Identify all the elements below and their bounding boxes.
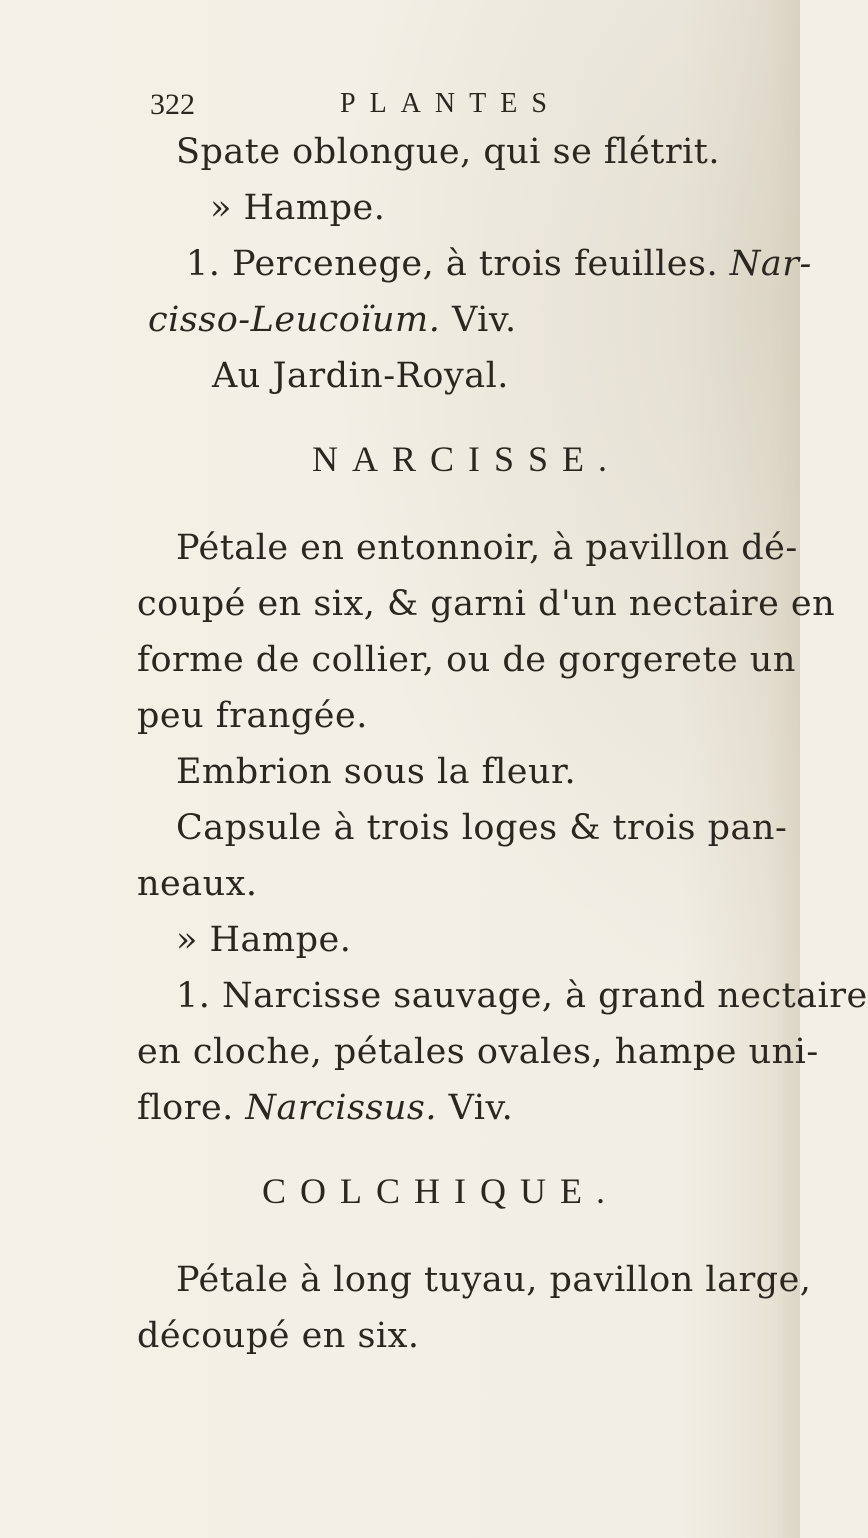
- text-line: découpé en six.: [137, 1316, 420, 1356]
- text-line: Embrion sous la fleur.: [176, 752, 577, 792]
- running-title: PLANTES: [340, 88, 561, 119]
- text-line: Spate oblongue, qui se flétrit.: [176, 132, 720, 172]
- text-span: Viv.: [437, 1088, 514, 1128]
- text-line: 1. Narcisse sauvage, à grand nectaire: [176, 976, 868, 1016]
- text-span: flore.: [137, 1088, 246, 1128]
- text-line: [137, 1088, 513, 1128]
- text-line: neaux.: [137, 864, 258, 904]
- text-line: coupé en six, & garni d'un nectaire en: [137, 584, 836, 624]
- italic-text: Nar-: [729, 244, 812, 284]
- text-line: [186, 244, 812, 284]
- text-span: 1. Percenege, à trois feuilles.: [186, 244, 730, 284]
- section-heading-narcisse: NARCISSE.: [312, 439, 622, 479]
- text-line: » Hampe.: [210, 188, 386, 228]
- text-line: Au Jardin-Royal.: [212, 356, 509, 396]
- text-line: Capsule à trois loges & trois pan-: [176, 808, 788, 848]
- text-line: » Hampe.: [176, 920, 352, 960]
- text-span: Viv.: [440, 300, 517, 340]
- section-heading-colchique: COLCHIQUE.: [262, 1171, 619, 1211]
- text-line: Pétale en entonnoir, à pavillon dé-: [176, 528, 798, 568]
- text-line: peu frangée.: [137, 696, 368, 736]
- latin-name: cisso-Leucoïum.: [148, 300, 441, 340]
- text-line: Pétale à long tuyau, pavillon large,: [176, 1260, 812, 1300]
- text-line: forme de collier, ou de gorgerete un: [137, 640, 796, 680]
- latin-name: Narcissus.: [245, 1088, 437, 1128]
- text-line: en cloche, pétales ovales, hampe uni-: [137, 1032, 819, 1072]
- text-line: [148, 300, 517, 340]
- running-head: [150, 88, 620, 128]
- page-number: 322: [150, 88, 195, 121]
